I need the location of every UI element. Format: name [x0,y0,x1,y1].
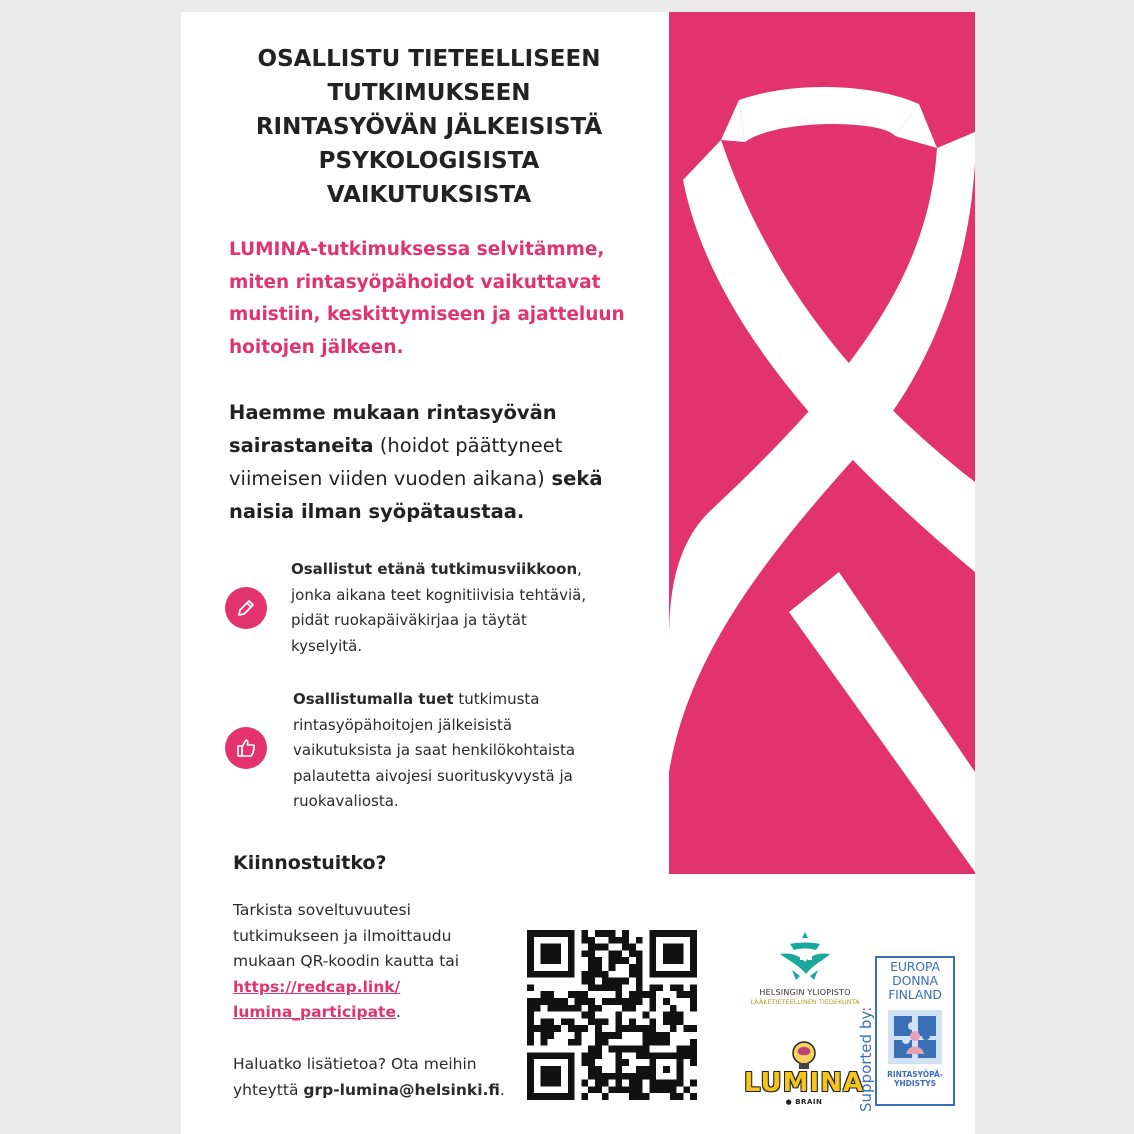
edf-wordmark-line: DONNA [892,973,938,988]
puzzle-figures-icon [884,1006,946,1068]
qr-code[interactable] [527,930,697,1100]
contact-email[interactable]: grp-lumina@helsinki.fi [303,1080,500,1099]
title-line: OSALLISTU TIETEELLISEEN [257,46,601,72]
recruit-bold: sairastaneita [229,434,374,457]
recruitment-paragraph [229,396,649,528]
signup-link[interactable]: lumina_participate [233,1003,396,1021]
edf-subtitle-line: YHDISTYS [893,1079,937,1088]
awareness-ribbon-icon [669,12,975,874]
signup-link[interactable]: https://redcap.link/ [233,977,401,996]
helsinki-university-logo [741,930,869,1034]
recruit-bold: naisia ilman syöpätaustaa. [229,500,525,523]
signup-line: mukaan QR-koodin kautta tai [233,952,460,970]
ribbon-panel [669,12,975,874]
poster [181,12,975,1134]
signup-link-suffix: . [395,1003,401,1021]
lead-line: hoitojen jälkeen. [229,336,404,358]
faculty-name: LÄÄKETIETEELLINEN TIEDEKUNTA [750,998,860,1006]
info-item-line: jonka aikana teet kognitiivisia tehtäviä, [291,585,587,604]
more-info-line: Haluatko lisätietoa? Ota meihin [233,1055,477,1073]
lead-line: muistiin, keskittymiseen ja ajatteluun [229,304,625,325]
signup-paragraph [233,898,513,1026]
lead-line: miten rintasyöpähoidot vaikuttavat [229,271,601,293]
supported-by-label: Supported by: [857,1006,875,1112]
info-item-text [293,687,623,815]
info-item-text [291,557,621,659]
info-item-line: ruokavaliosta. [293,792,399,810]
more-info-paragraph [233,1052,523,1103]
more-info-prefix: yhteyttä [233,1080,304,1099]
lead-line: LUMINA-tutkimuksessa selvitämme, [229,239,605,260]
info-item-line: palautetta aivojesi suorituskyvystä ja [293,766,573,785]
recruit-text: viimeisen viiden vuoden aikana) [229,467,545,490]
recruit-bold: Haemme mukaan rintasyövän [229,401,557,424]
edf-subtitle-line: RINTASYÖPÄ- [887,1070,943,1079]
info-item-line: , [577,560,582,578]
lumina-wordmark: LUMINA [743,1068,865,1098]
university-flame-icon [770,930,840,988]
signup-line: tutkimukseen ja ilmoittaudu [233,926,452,945]
europa-donna-finland-logo [875,956,955,1106]
university-name: HELSINGIN YLIOPISTO [759,988,851,997]
edf-wordmark-line: FINLAND [888,987,942,1002]
info-item-line: kyselyitä. [291,636,363,655]
lumina-brain-label: ● BRAIN [785,1098,823,1106]
contact-heading: Kiinnostuitko? [233,852,387,874]
title-line: TUTKIMUKSEEN [327,80,531,106]
info-item-bold: Osallistumalla tuet [293,690,454,708]
title-line: VAIKUTUKSISTA [326,182,532,208]
more-info-suffix: . [499,1080,505,1099]
info-item-line: rintasyöpähoitojen jälkeisistä [293,715,513,734]
info-item-bold: Osallistut etänä tutkimusviikkoon [291,560,578,578]
lumina-brain-logo [739,1040,869,1104]
recruit-bold: sekä [544,467,603,490]
page-title [211,42,647,212]
info-item-line: tutkimusta [453,690,540,708]
info-item-line: pidät ruokapäiväkirjaa ja täytät [291,611,527,629]
pencil-icon [225,587,267,629]
title-line: PSYKOLOGISISTA [318,148,540,174]
edf-wordmark-line: EUROPA [890,959,940,974]
title-line: RINTASYÖVÄN JÄLKEISISTÄ [255,114,603,140]
thumbs-up-icon [225,727,267,769]
signup-line: Tarkista soveltuvuutesi [233,901,411,919]
lead-paragraph [229,234,649,364]
recruit-text: (hoidot päättyneet [373,434,563,457]
info-item-line: vaikutuksista ja saat henkilökohtaista [293,741,576,759]
